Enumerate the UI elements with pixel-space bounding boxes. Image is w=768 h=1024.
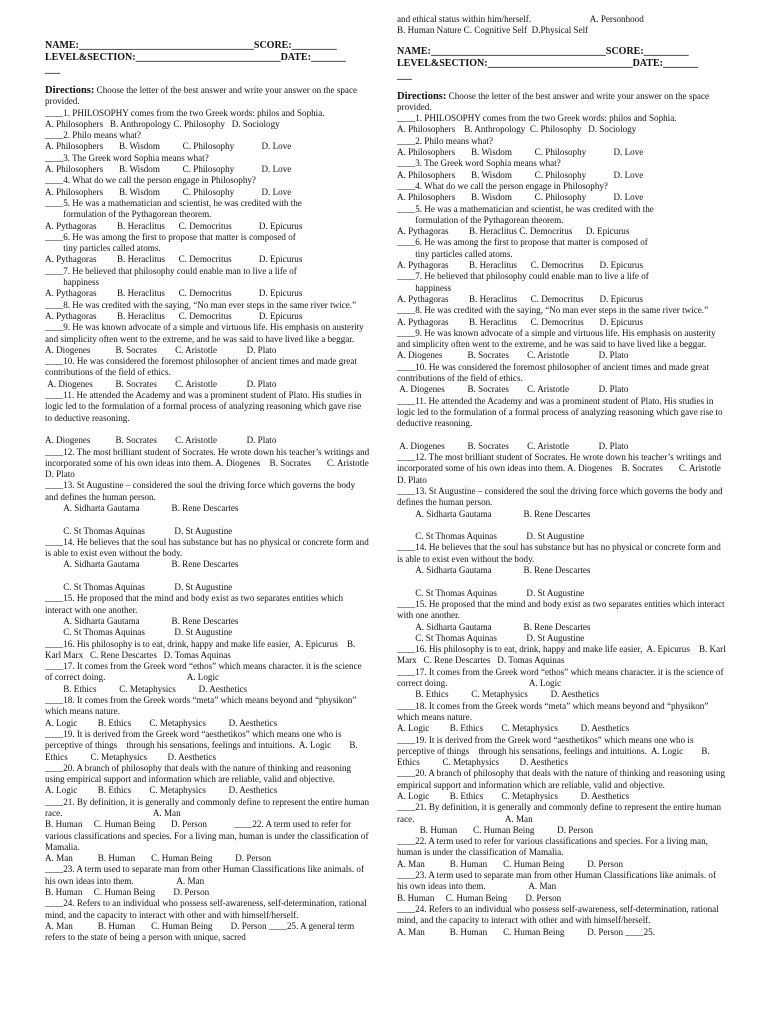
question-line: C. St Thomas Aquinas D. St Augustine xyxy=(45,627,233,638)
question-line: ____10. He was considered the foremost philosopher of ancient times and made great contributions of the field of ethics. xyxy=(397,361,712,384)
question-line: A. Man B. Human C. Human Being D. Person ____25. A general term refers to the state of being a person with unique, sacred xyxy=(45,920,357,943)
question-line: ____21. By definition, it is generally and commonly define to represent the entire human race. A. Man xyxy=(45,796,372,818)
question-line: A. Diogenes B. Socrates C. Aristotle D. Plato xyxy=(45,435,277,446)
left-question-list xyxy=(45,107,383,944)
directions xyxy=(45,85,370,108)
question-line: ____7. He believed that philosophy could enable man to live a life of xyxy=(45,265,297,276)
question-line: ____20. A branch of philosophy that deals with the nature of thinking and reasoning using empirical support and information which are reliable, valid and objective. xyxy=(397,768,728,790)
question-line: C. St Thomas Aquinas D. St Augustine xyxy=(397,531,585,542)
question-line: tiny particles called atoms. xyxy=(45,243,161,254)
worksheet-page xyxy=(0,14,768,1024)
question-line: A. Sidharta Gautama B. Rene Descartes xyxy=(45,502,239,513)
question-line xyxy=(397,430,727,441)
question-line: ____15. He proposed that the mind and body exist as two separates entities which interact with one another. xyxy=(45,593,346,615)
question-line: tiny particles called atoms. xyxy=(397,248,513,259)
question-line: B. Human C. Human Being D. Person xyxy=(45,887,210,898)
question-line: A. Pythagoras B. Heraclitus C. Democritus D. Epicurus xyxy=(45,288,303,299)
directions-text-2: Choose the letter of the best answer and write your answer on the space provided. xyxy=(397,90,710,112)
right-column xyxy=(397,14,735,938)
question-line: ____17. It comes from the Greek word “ethos” which means character. it is the science of correct doing. A. Logic xyxy=(397,666,726,689)
right-carryover xyxy=(397,14,727,37)
directions-label-2: Directions: xyxy=(397,90,447,102)
question-line: A. Sidharta Gautama B. Rene Descartes xyxy=(397,565,591,576)
question-line: A. Diogenes B. Socrates C. Aristotle D. Plato xyxy=(397,440,629,451)
question-line: B. Human C. Human Being D. Person xyxy=(397,824,594,835)
question-line: A. Sidharta Gautama B. Rene Descartes xyxy=(397,621,591,632)
question-line: formulation of the Pythagorean theorem. xyxy=(45,209,212,220)
question-line: A. Man B. Human C. Human Being D. Person xyxy=(397,858,624,869)
question-line: ____15. He proposed that the mind and body exist as two separates entities which interact with one another. xyxy=(397,598,727,621)
question-line: ____20. A branch of philosophy that deals with the nature of thinking and reasoning using empirical support and information which are reliable, valid and objective. xyxy=(45,762,354,785)
question-line: A. Sidharta Gautama B. Rene Descartes xyxy=(45,559,239,570)
question-line: happiness xyxy=(45,277,100,288)
question-line: ____8. He was credited with the saying, “No man ever steps in the same river twice.” xyxy=(45,299,357,310)
question-line xyxy=(45,514,370,525)
directions-label: Directions: xyxy=(45,85,95,96)
question-line: ____7. He believed that philosophy could enable man to live a life of xyxy=(397,271,649,282)
question-line: A. Diogenes B. Socrates C. Aristotle D. Plato xyxy=(397,384,629,395)
question-line: formulation of the Pythagorean theorem. xyxy=(397,214,564,225)
question-line: ____3. The Greek word Sophia means what? xyxy=(45,152,209,163)
question-line: A. Philosophers B. Wisdom C. Philosophy D. Love xyxy=(45,186,292,197)
carryover-line: B. Human Nature C. Cognitive Self D.Physical Self xyxy=(397,25,589,36)
question-line: ____9. He was known advocate of a simple and virtuous life. His emphasis on austerity and simplicity often went to the extreme, and he was said to have lived like a beggar. xyxy=(45,322,367,344)
question-line: ____10. He was considered the foremost philosopher of ancient times and made great contributions of the field of ethics. xyxy=(45,356,360,378)
question-line: A. Pythagoras B. Heraclitus C. Democritus D. Epicurus xyxy=(45,254,303,265)
question-line: ____12. The most brilliant student of Socrates. He wrote down his teacher’s writings and incorporated some of his own ideas into them. A. Diogenes B. Socrates C. Aristotle D. Plato xyxy=(45,446,383,480)
question-line: A. Pythagoras B. Heraclitus C. Democritus D. Epicurus xyxy=(397,293,644,304)
question-line: ____24. Refers to an individual who possess self-awareness, self-determination, rational mind, and the capacity to interact with other and with himself/herself. xyxy=(397,903,722,926)
question-line: ____3. The Greek word Sophia means what? xyxy=(397,158,561,169)
directions-2 xyxy=(397,91,727,114)
question-line: ____4. What do we call the person engage in Philosophy? xyxy=(45,175,256,186)
question-line: C. St Thomas Aquinas D. St Augustine xyxy=(397,632,585,643)
question-line: ____18. It comes from the Greek words “meta” which means beyond and “physikon” which means nature. xyxy=(397,700,711,722)
question-line: ____19. It is derived from the Greek word “aesthetikos” which means one who is perceptive of things through his sensations, feelings and intuitions. A. Logic B. Ethics C. Metaphysics D. Aesthetics xyxy=(45,728,360,762)
question-line: A. Pythagoras B. Heraclitus C. Democritus D. Epicurus xyxy=(397,260,644,271)
question-line: ____2. Philo means what? xyxy=(397,135,493,146)
question-line: A. Philosophers B. Wisdom C. Philosophy D. Love xyxy=(45,141,292,152)
level-date-line-2: LEVEL&SECTION:_____________________________DATE:_______ xyxy=(397,57,698,69)
question-line: A. Philosophers B. Anthropology C. Philosophy D. Sociology xyxy=(45,118,280,129)
question-line: B. Human C. Human Being D. Person xyxy=(397,892,562,903)
question-line: ____8. He was credited with the saying, “No man ever steps in the same river twice.” xyxy=(397,305,709,316)
question-line: ____11. He attended the Academy and was a prominent student of Plato. His studies in logic led to the formulation of a formal process of analyzing reasoning which gave rise to deductive reasoning. xyxy=(45,390,364,423)
question-line: ____2. Philo means what? xyxy=(45,130,141,141)
question-line: A. Diogenes B. Socrates C. Aristotle D. Plato xyxy=(45,378,277,389)
question-line: ____13. St Augustine – considered the soul the driving force which governs the body and defines the human person. xyxy=(45,480,358,502)
question-line: ____19. It is derived from the Greek word “aesthetikos” which means one who is perceptive of things through his sensations, feelings and intuitions. A. Logic B. Ethics C. Metaphysics D. Aesthetics xyxy=(397,734,712,768)
header-tail-2: ___ xyxy=(397,69,412,81)
question-line: ____14. He believes that the soul has substance but has no physical or concrete form and is able to exist even without the body. xyxy=(45,536,372,559)
question-line: C. St Thomas Aquinas D. St Augustine xyxy=(45,525,233,536)
question-line: ____13. St Augustine – considered the soul the driving force which governs the body and defines the human person. xyxy=(397,485,725,508)
question-line: B. Ethics C. Metaphysics D. Aesthetics xyxy=(45,683,248,694)
question-line: happiness xyxy=(397,282,452,293)
question-line: A. Diogenes B. Socrates C. Aristotle D. Plato xyxy=(45,344,277,355)
question-line: ____1. PHILOSOPHY comes from the two Greek words: philos and Sophia. xyxy=(397,113,677,124)
question-line: ____24. Refers to an individual who possess self-awareness, self-determination, rational mind, and the capacity to interact with other and with himself/herself. xyxy=(45,898,370,920)
question-line: A. Man B. Human C. Human Being D. Person ____25. xyxy=(397,926,655,937)
question-line xyxy=(397,520,727,531)
directions-text: Choose the letter of the best answer and write your answer on the space provided. xyxy=(45,85,358,107)
question-line: B. Human C. Human Being D. Person ____22. A term used to refer for various classifications and species. For a living man, human is under the classification of Mamalia. xyxy=(45,819,371,852)
name-score-line: NAME:___________________________________SCORE:_________ xyxy=(45,40,337,51)
question-line: A. Philosophers B. Wisdom C. Philosophy D. Love xyxy=(397,147,644,158)
question-line: ____16. His philosophy is to eat, drink, happy and make life easier, A. Epicurus B. Karl Marx C. Rene Descartes D. Tomas Aquinas xyxy=(397,644,729,666)
question-line: ____4. What do we call the person engage in Philosophy? xyxy=(397,180,608,191)
left-column xyxy=(45,40,383,944)
question-line: A. Pythagoras B. Heraclitus C. Democritus D. Epicurus xyxy=(45,220,303,231)
question-line: A. Pythagoras B. Heraclitus C. Democritus D. Epicurus xyxy=(397,226,630,237)
question-line: C. St Thomas Aquinas D. St Augustine xyxy=(45,582,233,593)
level-date-line: LEVEL&SECTION:_____________________________DATE:_______ xyxy=(45,52,346,63)
question-line: ____11. He attended the Academy and was a prominent student of Plato. His studies in logic led to the formulation of a formal process of analyzing reasoning which gave rise to deductive reasoning. xyxy=(397,395,725,429)
question-line: ____18. It comes from the Greek words “meta” which means beyond and “physikon” which means nature. xyxy=(45,695,359,717)
question-line: A. Philosophers B. Wisdom C. Philosophy D. Love xyxy=(397,169,644,180)
question-line: A. Logic B. Ethics C. Metaphysics D. Aesthetics xyxy=(397,791,630,801)
question-line: A. Sidharta Gautama B. Rene Descartes xyxy=(45,615,239,626)
question-line: B. Ethics C. Metaphysics D. Aesthetics xyxy=(397,689,600,700)
question-line: A. Logic B. Ethics C. Metaphysics D. Aesthetics xyxy=(397,723,630,734)
question-line: C. St Thomas Aquinas D. St Augustine xyxy=(397,587,585,598)
question-line: ____5. He was a mathematician and scientist, he was credited with the xyxy=(45,197,302,208)
question-line xyxy=(397,576,727,587)
question-line: A. Diogenes B. Socrates C. Aristotle D. Plato xyxy=(397,350,629,361)
question-line xyxy=(45,571,370,582)
name-score-line-2: NAME:___________________________________SCORE:_________ xyxy=(397,45,689,57)
question-line: ____23. A term used to separate man from other Human Classifications like animals. of his own ideas into them. A. Man xyxy=(397,870,719,892)
question-line: A. Sidharta Gautama B. Rene Descartes xyxy=(397,508,591,519)
question-line: ____6. He was among the first to propose that matter is composed of xyxy=(397,237,648,248)
question-line: A. Philosophers B. Wisdom C. Philosophy D. Love xyxy=(45,164,292,175)
question-line: ____23. A term used to separate man from other Human Classifications like animals. of his own ideas into them. A. Man xyxy=(45,864,367,886)
question-line: A. Philosophers B. Wisdom C. Philosophy D. Love xyxy=(397,192,644,203)
question-line: ____12. The most brilliant student of Socrates. He wrote down his teacher’s writings and incorporated some of his own ideas into them. A. Diogenes B. Socrates C. Aristotle D. Plato xyxy=(397,452,735,485)
question-line: ____16. His philosophy is to eat, drink, happy and make life easier, A. Epicurus B. Karl Marx C. Rene Descartes D. Tomas Aquinas xyxy=(45,638,358,660)
question-line: ____22. A term used to refer for various classifications and species. For a living man, human is under the classification of Mamalia. xyxy=(397,836,711,858)
header-tail: ___ xyxy=(45,64,60,75)
question-line: ____1. PHILOSOPHY comes from the two Greek words: philos and Sophia. xyxy=(45,107,325,118)
question-line: A. Philosophers B. Anthropology C. Philosophy D. Sociology xyxy=(397,124,637,135)
right-question-list xyxy=(397,113,735,938)
question-line: ____17. It comes from the Greek word “ethos” which means character. it is the science of correct doing. A. Logic xyxy=(45,661,364,683)
question-line: ____21. By definition, it is generally and commonly define to represent the entire human race. A. Man xyxy=(397,802,724,824)
question-line: A. Logic B. Ethics C. Metaphysics D. Aesthetics xyxy=(45,785,278,796)
question-line xyxy=(45,424,370,435)
question-line: A. Logic B. Ethics C. Metaphysics D. Aesthetics xyxy=(45,717,278,728)
question-line: A. Pythagoras B. Heraclitus C. Democritus D. Epicurus xyxy=(45,310,303,321)
question-line: A. Pythagoras B. Heraclitus C. Democritus D. Epicurus xyxy=(397,316,644,327)
question-line: ____14. He believes that the soul has substance but has no physical or concrete form and is able to exist even without the body. xyxy=(397,542,724,564)
question-line: ____6. He was among the first to propose that matter is composed of xyxy=(45,231,296,242)
carryover-line: and ethical status within him/herself. A. Personhood xyxy=(397,14,644,24)
question-line: ____9. He was known advocate of a simple and virtuous life. His emphasis on austerity and simplicity often went to the extreme, and he was said to have lived like a beggar. xyxy=(397,327,719,350)
question-line: ____5. He was a mathematician and scientist, he was credited with the xyxy=(397,203,654,214)
question-line: A. Man B. Human C. Human Being D. Person xyxy=(45,853,272,864)
